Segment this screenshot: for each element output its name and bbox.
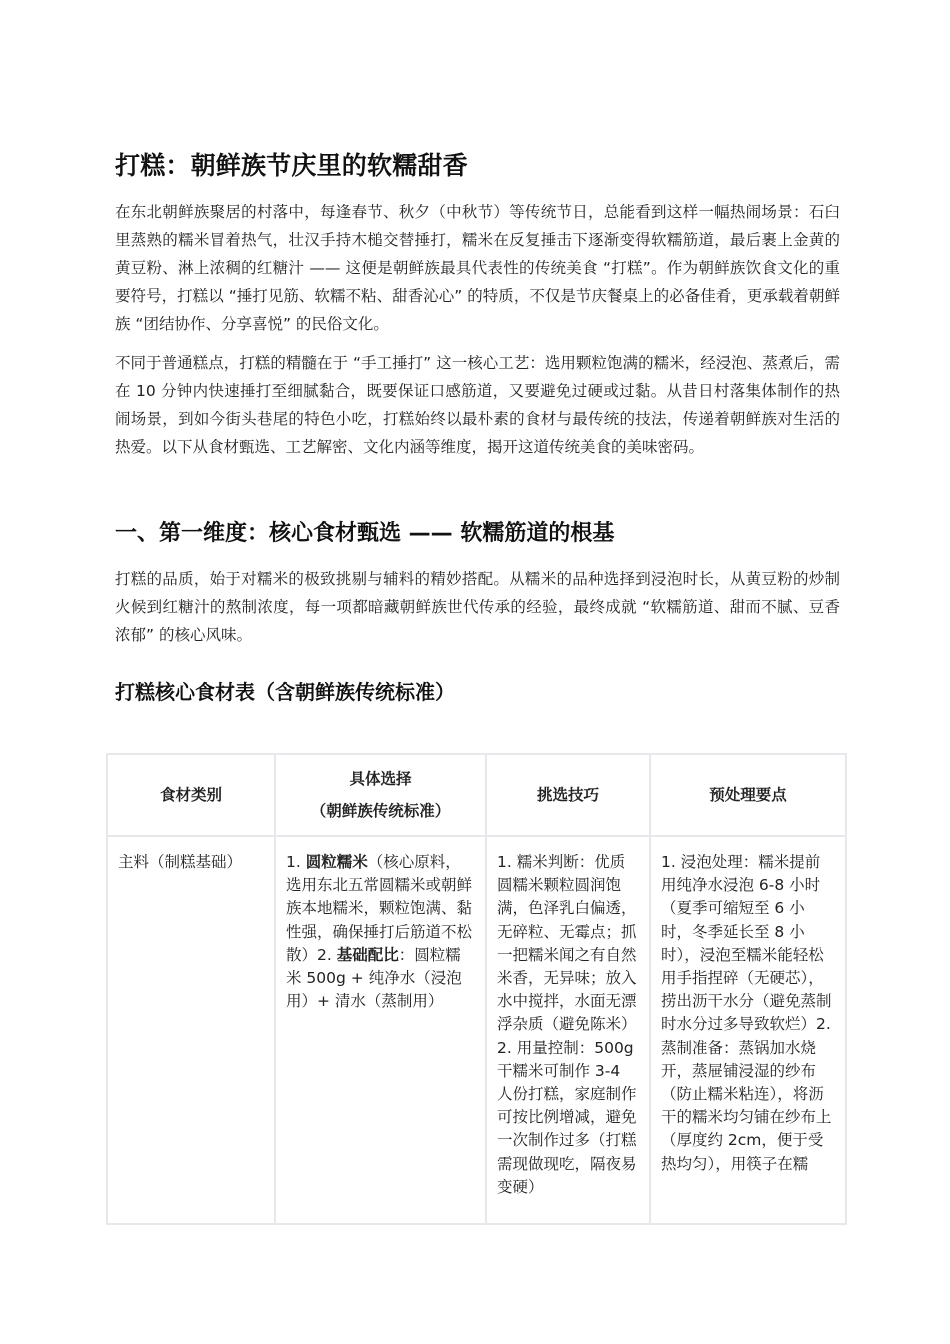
choice-text-2: ：圆粒糯米 500g + 纯净水（浸泡用）+ 清水（蒸制用） — [286, 945, 462, 1011]
intro-paragraph-2: 不同于普通糕点，打糕的精髓在于 “手工捶打” 这一核心工艺：选用颗粒饱满的糯米，经浸泡、蒸煮后，需在 10 分钟内快速捶打至细腻黏合，既要保证口感筋道，又要避免过硬或过黏。从昔日村落集体制作的热闹场景，到如今街头巷尾的特色小吃，打糕始终以最朴素的食材与最传统的技法，传递着朝鲜族对生活的热爱。以下从食材甄选、工艺解密、文化内涵等维度，揭开这道传统美食的美味密码。 — [115, 354, 840, 456]
cell-prep — [650, 836, 846, 1224]
section-paragraph-1: 打糕的品质，始于对糯米的极致挑剔与辅料的精妙搭配。从糯米的品种选择到浸泡时长，从黄豆粉的炒制火候到红糖汁的熬制浓度，每一项都暗藏朝鲜族世代传承的经验，最终成就 “软糯筋道、甜而不腻、豆香浓郁” 的核心风味。 — [115, 570, 840, 644]
page-title: 打糕：朝鲜族节庆里的软糯甜香 — [115, 151, 468, 180]
cell-choice-text — [286, 851, 475, 1223]
choice-text-1: （核心原料，选用东北五常圆糯米或朝鲜族本地糯米，颗粒饱满、黏性强，确保捶打后筋道不松散）2. — [286, 853, 473, 964]
header-choice-line2: （朝鲜族传统标准） — [310, 802, 451, 820]
choice-bold-2: 基础配比 — [336, 945, 399, 964]
intro-paragraph-1: 在东北朝鲜族聚居的村落中，每逢春节、秋夕（中秋节）等传统节日，总能看到这样一幅热闹场景：石臼里蒸熟的糯米冒着热气，壮汉手持木槌交替捶打，糯米在反复捶击下逐渐变得软糯筋道，最后裹上金黄的黄豆粉、淋上浓稠的红糖汁 —— 这便是朝鲜族最具代表性的传统美食 “打糕”。作为朝鲜族饮食文化的重要符号，打糕以 “捶打见筋、软糯不粘、甜香沁心” 的特质，不仅是节庆餐桌上的必备佳肴，更承载着朝鲜族 “团结协作、分享喜悦” 的民俗文化。 — [115, 203, 840, 333]
choice-bold-1: 圆粒糯米 — [305, 853, 368, 871]
ingredients-table — [106, 753, 847, 1225]
header-tips: 挑选技巧 — [486, 754, 650, 836]
table-row — [107, 836, 846, 1224]
cell-tips-text: 1. 糯米判断：优质圆糯米颗粒圆润饱满，色泽乳白偏透，无碎粒、无霉点；抓一把糯米闻之有自然米香，无异味；放入水中搅拌，水面无漂浮杂质（避免陈米）2. 用量控制：500g 干糯米可制作 3-4 人份打糕，家庭制作可按比例增减，避免一次制作过多（打糕需现做现吃，隔夜易变硬） — [497, 853, 637, 1196]
cell-choice — [275, 836, 486, 1224]
table-header-row — [107, 754, 846, 836]
header-prep: 预处理要点 — [650, 754, 846, 836]
cell-category-text: 主料（制糕基础） — [118, 853, 243, 871]
section-heading-1: 一、第一维度：核心食材甄选 —— 软糯筋道的根基 — [115, 521, 615, 546]
cell-prep-text: 1. 浸泡处理：糯米提前用纯净水浸泡 6-8 小时（夏季可缩短至 6 小时，冬季延长至 8 小时），浸泡至糯米能轻松用手指捏碎（无硬芯），捞出沥干水分（避免蒸制时水分过多导致软烂）2. 蒸制准备：蒸锅加水烧开，蒸屉铺浸湿的纱布（防止糯米粘连），将沥干的糯米均匀铺在纱布上（厚度约 2cm，便于受热均匀），用筷子在糯 — [661, 853, 832, 1173]
header-category: 食材类别 — [107, 754, 275, 836]
cell-category — [107, 836, 275, 1224]
cell-tips — [486, 836, 650, 1224]
header-choice-line1: 具体选择 — [349, 770, 412, 788]
table-title: 打糕核心食材表（含朝鲜族传统标准） — [115, 680, 455, 704]
header-choice — [275, 754, 486, 836]
choice-num-1: 1. — [286, 853, 306, 871]
